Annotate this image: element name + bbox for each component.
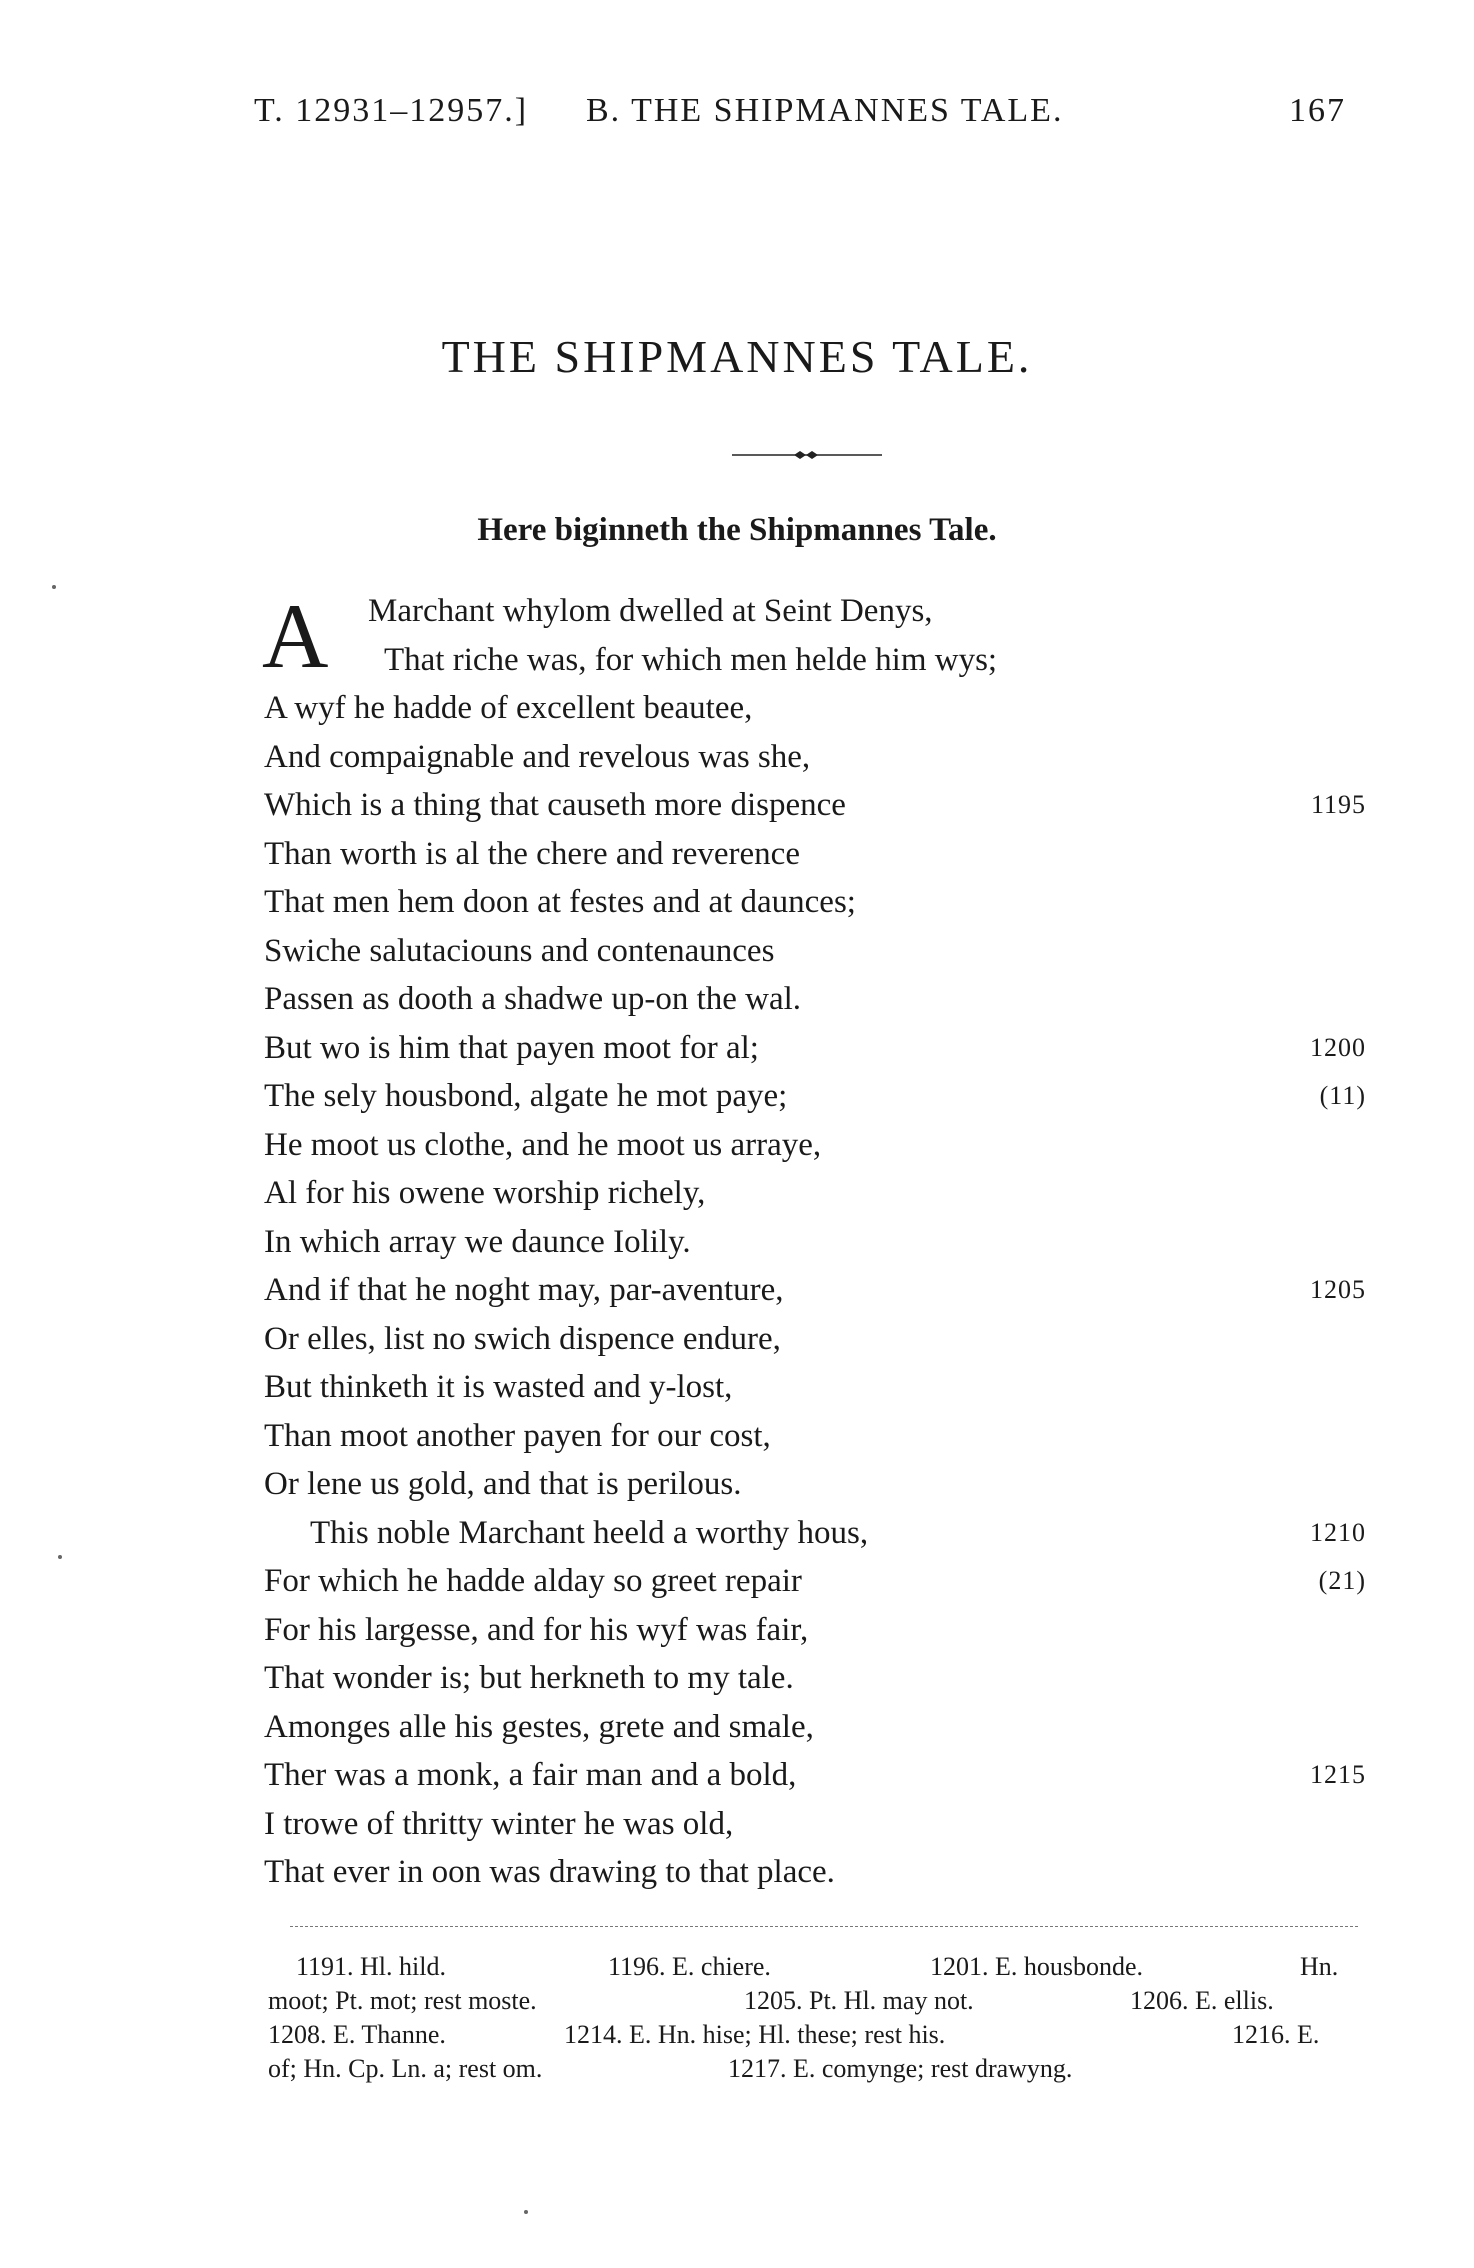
verse-text: A wyf he hadde of excellent beautee, xyxy=(264,690,753,726)
verse-line xyxy=(0,1412,1474,1461)
paper-speck xyxy=(524,2210,528,2214)
verse-line xyxy=(0,1169,1474,1218)
verse-line xyxy=(0,1460,1474,1509)
verse-text: The sely housbond, algate he mot paye; xyxy=(264,1078,788,1114)
verse-line xyxy=(0,1266,1474,1315)
verse-text: He moot us clothe, and he moot us arraye, xyxy=(264,1126,822,1163)
verse-text: In which array we daunce Iolily. xyxy=(264,1223,691,1260)
verse-text: Swiche salutaciouns and contenaunces xyxy=(264,932,775,969)
verse-text: I trowe of thritty winter he was old, xyxy=(264,1805,734,1842)
verse-text: Than moot another payen for our cost, xyxy=(264,1417,771,1454)
verse-text: Ther was a monk, a fair man and a bold, xyxy=(264,1757,797,1793)
line-number: (21) xyxy=(1318,1566,1366,1595)
verse-line xyxy=(0,1121,1474,1170)
verse-text: And compaignable and revelous was she, xyxy=(264,738,811,775)
ornament-divider-icon xyxy=(732,450,882,460)
verse-text: Or lene us gold, and that is perilous. xyxy=(264,1466,742,1502)
verse-line xyxy=(0,927,1474,976)
footnote-line xyxy=(0,2052,1474,2086)
verse-line xyxy=(0,1072,1474,1121)
verse-line xyxy=(0,1800,1474,1849)
verse-line xyxy=(0,1024,1474,1073)
verse-text: But thinketh it is wasted and y-lost, xyxy=(264,1369,733,1405)
footnote-line xyxy=(0,2018,1474,2052)
footnote-line xyxy=(0,1984,1474,2018)
verse-text: Amonges alle his gestes, grete and smale, xyxy=(264,1708,814,1745)
verse-line xyxy=(0,1315,1474,1364)
line-number: 1210 xyxy=(1310,1517,1366,1547)
footnote-line xyxy=(0,1950,1474,1984)
footnote: 1205. Pt. Hl. may not. xyxy=(744,1986,974,2015)
verse-line xyxy=(0,1751,1474,1800)
verse-line xyxy=(0,1557,1474,1606)
footnote: 1214. E. Hn. hise; Hl. these; rest his. xyxy=(564,2020,946,2049)
verse-text: That riche was, for which men helde him wys; xyxy=(384,641,998,678)
verse-text: Than worth is al the chere and reverence xyxy=(264,835,800,872)
verse-line xyxy=(0,1848,1474,1897)
verse-text: Or elles, list no swich dispence endure, xyxy=(264,1320,781,1357)
verse-line xyxy=(0,733,1474,782)
footnote: Hn. xyxy=(1300,1952,1339,1981)
verse-text: That wonder is; but herkneth to my tale. xyxy=(264,1660,794,1696)
verse-text: Passen as dooth a shadwe up-on the wal. xyxy=(264,981,802,1017)
verse-line xyxy=(0,878,1474,927)
footnote: of; Hn. Cp. Ln. a; rest om. xyxy=(268,2054,543,2083)
verse-line xyxy=(0,636,1474,685)
verse-text: Marchant whylom dwelled at Seint Denys, xyxy=(368,593,933,629)
verse-line xyxy=(0,1654,1474,1703)
verse-line xyxy=(0,975,1474,1024)
verse-line xyxy=(0,1218,1474,1267)
line-number: 1205 xyxy=(1310,1275,1366,1304)
verse-text: For which he hadde alday so greet repair xyxy=(264,1563,802,1599)
verse-text: That men hem doon at festes and at daunces; xyxy=(264,884,856,920)
verse-text: This noble Marchant heeld a worthy hous, xyxy=(310,1514,869,1551)
running-head-title: B. THE SHIPMANNES TALE. xyxy=(586,92,1064,129)
verse-text: That ever in oon was drawing to that place. xyxy=(264,1854,835,1890)
verse-line xyxy=(0,1509,1474,1558)
footnote: moot; Pt. mot; rest moste. xyxy=(268,1986,537,2015)
verse-line xyxy=(0,1606,1474,1655)
line-number: 1195 xyxy=(1310,790,1366,819)
line-number: 1200 xyxy=(1310,1032,1366,1062)
paper-speck xyxy=(52,585,56,589)
running-head xyxy=(0,92,1474,142)
verse-text: But wo is him that payen moot for al; xyxy=(264,1029,759,1066)
verse-text: Al for his owene worship richely, xyxy=(264,1175,706,1211)
drop-cap: A xyxy=(262,585,329,687)
verse-line xyxy=(0,1363,1474,1412)
verse-line xyxy=(0,781,1474,830)
footnote-rule xyxy=(290,1926,1358,1927)
footnote: 1201. E. housbonde. xyxy=(930,1952,1144,1981)
page-number: 167 xyxy=(1289,92,1346,129)
line-number: (11) xyxy=(1319,1081,1366,1110)
footnote: 1191. Hl. hild. xyxy=(296,1952,446,1981)
footnote: 1208. E. Thanne. xyxy=(268,2020,446,2049)
line-number: 1215 xyxy=(1310,1760,1366,1789)
verse-text: Which is a thing that causeth more dispence xyxy=(264,787,846,823)
verse-line xyxy=(0,684,1474,733)
footnote: 1216. E. xyxy=(1232,2020,1320,2049)
verse-line xyxy=(0,587,1474,636)
verse-line xyxy=(0,1703,1474,1752)
verse-line xyxy=(0,830,1474,879)
running-head-line-range: T. 12931–12957.] xyxy=(254,92,529,129)
verse-text: For his largesse, and for his wyf was fair, xyxy=(264,1611,809,1648)
verse-text: And if that he noght may, par-aventure, xyxy=(264,1272,784,1308)
footnote: 1196. E. chiere. xyxy=(608,1952,771,1981)
incipit: Here biginneth the Shipmannes Tale. xyxy=(477,512,997,548)
paper-speck xyxy=(58,1555,62,1559)
footnote: 1206. E. ellis. xyxy=(1130,1986,1274,2015)
tale-title: THE SHIPMANNES TALE. xyxy=(441,331,1033,382)
footnote: 1217. E. comynge; rest drawyng. xyxy=(728,2054,1073,2083)
